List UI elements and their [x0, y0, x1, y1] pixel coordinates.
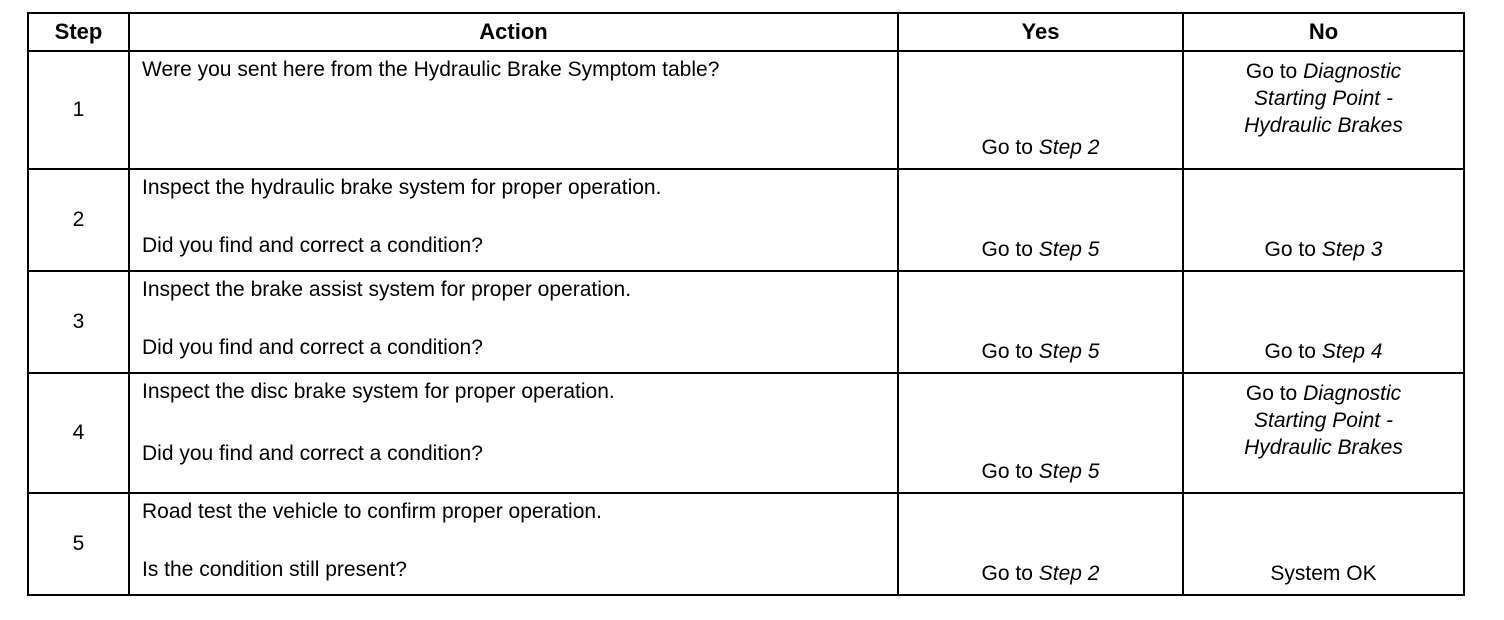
no-step-ref: Step 4	[1321, 340, 1383, 363]
yes-goto	[899, 238, 1182, 262]
no-cell	[1183, 169, 1464, 271]
no-cell	[1183, 271, 1464, 373]
no-cell	[1183, 51, 1464, 169]
action-text: Were you sent here from the Hydraulic Brake Symptom table?	[142, 58, 720, 81]
action-cell	[129, 493, 898, 595]
no-goto	[1184, 238, 1463, 262]
action-text: Inspect the disc brake system for proper operation.	[142, 380, 615, 403]
action-text: Road test the vehicle to confirm proper operation.	[142, 500, 602, 523]
yes-cell	[898, 271, 1183, 373]
table-row	[28, 51, 1464, 169]
yes-step-ref: Step 5	[1038, 460, 1100, 483]
step-number: 5	[72, 532, 85, 555]
step-cell	[28, 271, 129, 373]
goto-label: Go to	[981, 460, 1033, 483]
table-header-row	[28, 13, 1464, 51]
header-no: No	[1183, 13, 1464, 51]
goto-label: Go to	[1264, 238, 1316, 261]
no-ref-line1: Diagnostic	[1303, 382, 1402, 405]
yes-cell	[898, 373, 1183, 493]
goto-label: Go to	[1245, 60, 1298, 83]
no-ref-line2: Starting Point -	[1254, 409, 1393, 432]
yes-cell	[898, 169, 1183, 271]
goto-label: Go to	[981, 340, 1033, 363]
action-cell	[129, 169, 898, 271]
table-row	[28, 493, 1464, 595]
no-goto	[1184, 380, 1463, 461]
yes-step-ref: Step 2	[1038, 136, 1100, 159]
yes-step-ref: Step 5	[1038, 340, 1100, 363]
step-number: 1	[72, 98, 85, 121]
action-cell	[129, 51, 898, 169]
goto-label: Go to	[981, 238, 1033, 261]
table-row	[28, 373, 1464, 493]
action-text: Inspect the hydraulic brake system for proper operation.	[142, 176, 662, 199]
no-result: System OK	[1270, 562, 1377, 585]
step-number: 4	[72, 421, 85, 444]
action-cell	[129, 271, 898, 373]
no-ref-line2: Starting Point -	[1254, 87, 1393, 110]
no-ref-line3: Hydraulic Brakes	[1244, 436, 1403, 459]
action-question: Did you find and correct a condition?	[142, 234, 483, 257]
yes-cell	[898, 51, 1183, 169]
header-step: Step	[28, 13, 129, 51]
diagnostic-table	[27, 12, 1465, 596]
action-question: Did you find and correct a condition?	[142, 442, 483, 465]
no-cell	[1183, 373, 1464, 493]
yes-goto	[899, 136, 1182, 160]
step-cell	[28, 493, 129, 595]
step-cell	[28, 169, 129, 271]
no-goto	[1184, 340, 1463, 364]
table-row	[28, 169, 1464, 271]
no-cell	[1183, 493, 1464, 595]
action-question: Is the condition still present?	[142, 558, 407, 581]
action-text: Inspect the brake assist system for proper operation.	[142, 278, 632, 301]
action-question: Did you find and correct a condition?	[142, 336, 483, 359]
goto-label: Go to	[981, 562, 1033, 585]
goto-label: Go to	[1264, 340, 1316, 363]
step-number: 2	[72, 208, 85, 231]
no-goto	[1184, 58, 1463, 139]
step-cell	[28, 373, 129, 493]
goto-label: Go to	[1245, 382, 1298, 405]
table-row	[28, 271, 1464, 373]
action-cell	[129, 373, 898, 493]
header-yes: Yes	[898, 13, 1183, 51]
step-number: 3	[72, 310, 85, 333]
no-step-ref: Step 3	[1321, 238, 1383, 261]
step-cell	[28, 51, 129, 169]
no-ref-line1: Diagnostic	[1303, 60, 1402, 83]
header-action: Action	[129, 13, 898, 51]
yes-goto	[899, 340, 1182, 364]
goto-label: Go to	[981, 136, 1033, 159]
yes-step-ref: Step 5	[1038, 238, 1100, 261]
yes-step-ref: Step 2	[1038, 562, 1100, 585]
yes-goto	[899, 460, 1182, 484]
yes-cell	[898, 493, 1183, 595]
yes-goto	[899, 562, 1182, 586]
no-ref-line3: Hydraulic Brakes	[1244, 114, 1403, 137]
